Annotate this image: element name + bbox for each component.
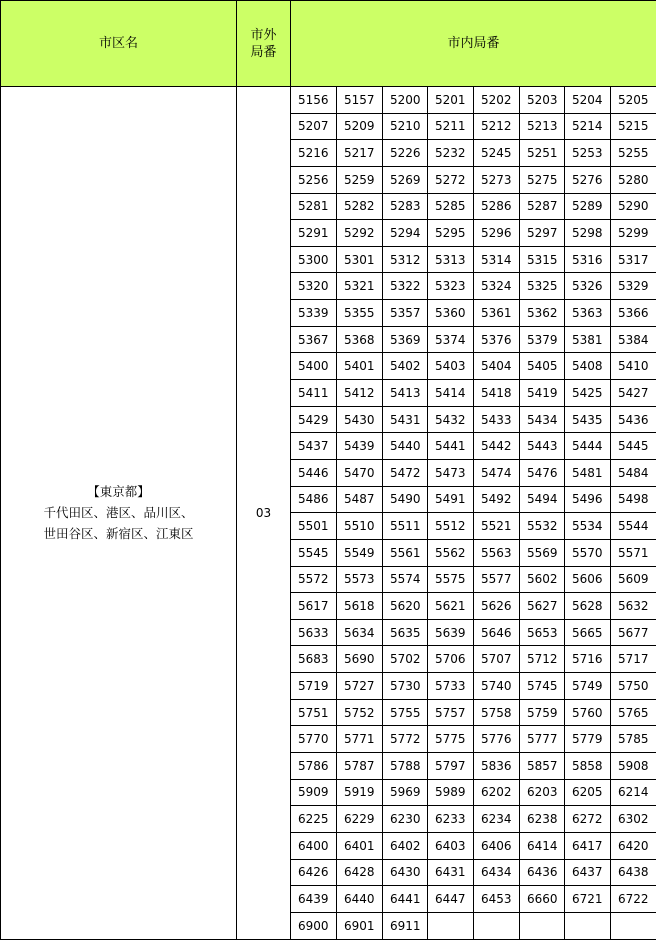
local-code-cell: 5472 — [383, 459, 428, 486]
local-code-cell: 5357 — [383, 300, 428, 327]
local-code-cell: 5203 — [520, 87, 565, 114]
local-code-cell: 5384 — [611, 326, 656, 353]
local-code-cell: 5569 — [520, 539, 565, 566]
local-code-cell: 6430 — [383, 859, 428, 886]
local-code-cell: 5427 — [611, 380, 656, 407]
local-code-cell: 5276 — [565, 166, 611, 193]
local-code-cell: 5632 — [611, 593, 656, 620]
local-code-cell: 5486 — [291, 486, 337, 513]
local-code-cell: 5374 — [428, 326, 474, 353]
local-code-cell: 5434 — [520, 406, 565, 433]
local-code-cell: 5702 — [383, 646, 428, 673]
local-code-cell: 5339 — [291, 300, 337, 327]
local-code-cell: 5759 — [520, 699, 565, 726]
local-code-cell: 5381 — [565, 326, 611, 353]
local-code-cell: 5760 — [565, 699, 611, 726]
local-code-cell: 5919 — [337, 779, 383, 806]
local-code-cell: 5797 — [428, 753, 474, 780]
local-code-cell: 5287 — [520, 193, 565, 220]
local-code-cell: 5490 — [383, 486, 428, 513]
local-code-cell: 5733 — [428, 673, 474, 700]
local-code-cell: 5419 — [520, 380, 565, 407]
local-code-cell: 5410 — [611, 353, 656, 380]
local-code-cell: 5677 — [611, 619, 656, 646]
local-code-cell: 5376 — [474, 326, 520, 353]
local-code-cell: 5282 — [337, 193, 383, 220]
local-code-cell: 5411 — [291, 380, 337, 407]
local-code-cell: 5432 — [428, 406, 474, 433]
local-code-cell: 6440 — [337, 886, 383, 913]
local-code-cell: 5440 — [383, 433, 428, 460]
local-code-cell: 5635 — [383, 619, 428, 646]
local-code-cell: 5366 — [611, 300, 656, 327]
local-code-cell: 5653 — [520, 619, 565, 646]
local-code-cell: 5775 — [428, 726, 474, 753]
local-code-cell: 5765 — [611, 699, 656, 726]
local-code-cell: 5571 — [611, 539, 656, 566]
local-code-cell: 5405 — [520, 353, 565, 380]
local-code-cell: 5534 — [565, 513, 611, 540]
local-code-cell — [474, 912, 520, 939]
local-code-cell — [428, 912, 474, 939]
local-code-cell: 5498 — [611, 486, 656, 513]
local-code-cell: 5785 — [611, 726, 656, 753]
local-code-cell: 5362 — [520, 300, 565, 327]
local-code-cell: 6401 — [337, 832, 383, 859]
local-code-cell: 5317 — [611, 246, 656, 273]
local-code-cell: 5716 — [565, 646, 611, 673]
local-code-cell: 5512 — [428, 513, 474, 540]
local-code-cell: 5214 — [565, 113, 611, 140]
local-code-cell: 5204 — [565, 87, 611, 114]
local-code-cell: 5757 — [428, 699, 474, 726]
local-code-cell: 5324 — [474, 273, 520, 300]
local-code-cell: 5545 — [291, 539, 337, 566]
header-row — [1, 1, 656, 87]
local-code-cell: 6302 — [611, 806, 656, 833]
local-code-cell: 5255 — [611, 140, 656, 167]
local-code-cell: 5205 — [611, 87, 656, 114]
local-code-cell: 5908 — [611, 753, 656, 780]
local-code-cell: 5683 — [291, 646, 337, 673]
local-code-cell: 5496 — [565, 486, 611, 513]
local-code-cell: 5570 — [565, 539, 611, 566]
local-code-cell: 5707 — [474, 646, 520, 673]
local-code-cell: 5573 — [337, 566, 383, 593]
table-body — [1, 87, 656, 940]
local-code-cell: 5574 — [383, 566, 428, 593]
local-code-cell: 5745 — [520, 673, 565, 700]
local-code-cell: 5300 — [291, 246, 337, 273]
city-name-cell — [1, 87, 237, 940]
local-code-cell: 5628 — [565, 593, 611, 620]
local-code-cell: 5367 — [291, 326, 337, 353]
local-code-cell: 5510 — [337, 513, 383, 540]
local-code-cell: 5909 — [291, 779, 337, 806]
local-code-cell: 5752 — [337, 699, 383, 726]
local-code-cell: 6417 — [565, 832, 611, 859]
local-code-cell: 5360 — [428, 300, 474, 327]
local-code-cell: 5712 — [520, 646, 565, 673]
local-code-cell: 5157 — [337, 87, 383, 114]
local-code-cell: 6441 — [383, 886, 428, 913]
local-code-cell: 5217 — [337, 140, 383, 167]
local-code-cell: 5617 — [291, 593, 337, 620]
local-code-cell: 5202 — [474, 87, 520, 114]
local-code-cell: 5281 — [291, 193, 337, 220]
local-code-cell — [520, 912, 565, 939]
local-code-cell: 5633 — [291, 619, 337, 646]
local-code-cell: 5476 — [520, 459, 565, 486]
local-code-cell: 6428 — [337, 859, 383, 886]
local-code-cell: 5561 — [383, 539, 428, 566]
local-code-cell: 5577 — [474, 566, 520, 593]
local-code-cell: 5602 — [520, 566, 565, 593]
local-code-cell: 5322 — [383, 273, 428, 300]
local-codes-header: 市内局番 — [291, 1, 656, 87]
local-code-cell: 6233 — [428, 806, 474, 833]
local-code-cell: 6439 — [291, 886, 337, 913]
local-code-cell: 5298 — [565, 220, 611, 247]
table-row — [1, 87, 656, 114]
local-code-cell: 5621 — [428, 593, 474, 620]
local-code-cell: 6205 — [565, 779, 611, 806]
local-code-cell: 5858 — [565, 753, 611, 780]
local-code-cell: 5296 — [474, 220, 520, 247]
local-code-cell: 5315 — [520, 246, 565, 273]
city-name-line: 【東京都】 — [87, 484, 150, 500]
local-code-cell: 5717 — [611, 646, 656, 673]
local-code-cell: 5363 — [565, 300, 611, 327]
area-code-header — [237, 1, 291, 87]
local-code-cell: 5226 — [383, 140, 428, 167]
local-code-cell: 5969 — [383, 779, 428, 806]
local-code-cell: 5719 — [291, 673, 337, 700]
local-code-cell: 6447 — [428, 886, 474, 913]
local-code-cell: 6436 — [520, 859, 565, 886]
local-code-cell: 5443 — [520, 433, 565, 460]
local-code-cell: 5749 — [565, 673, 611, 700]
local-code-cell: 5609 — [611, 566, 656, 593]
local-code-cell: 5200 — [383, 87, 428, 114]
local-code-cell: 5414 — [428, 380, 474, 407]
local-code-cell: 5294 — [383, 220, 428, 247]
local-code-cell: 5487 — [337, 486, 383, 513]
local-code-cell: 5639 — [428, 619, 474, 646]
local-code-cell: 5989 — [428, 779, 474, 806]
local-code-cell: 5740 — [474, 673, 520, 700]
local-code-cell: 5787 — [337, 753, 383, 780]
local-code-cell: 5441 — [428, 433, 474, 460]
local-code-cell: 5313 — [428, 246, 474, 273]
local-code-cell: 6911 — [383, 912, 428, 939]
local-code-cell: 5207 — [291, 113, 337, 140]
local-code-cell: 5326 — [565, 273, 611, 300]
local-code-cell: 5727 — [337, 673, 383, 700]
local-code-cell: 5275 — [520, 166, 565, 193]
local-code-cell: 5532 — [520, 513, 565, 540]
local-code-cell: 5408 — [565, 353, 611, 380]
area-code-header-line1: 市外 — [250, 27, 277, 43]
local-code-cell: 5286 — [474, 193, 520, 220]
local-code-cell: 5626 — [474, 593, 520, 620]
local-code-cell: 5481 — [565, 459, 611, 486]
local-code-cell: 5301 — [337, 246, 383, 273]
local-code-cell: 5316 — [565, 246, 611, 273]
local-code-cell: 6414 — [520, 832, 565, 859]
local-code-cell: 5618 — [337, 593, 383, 620]
local-code-cell: 6225 — [291, 806, 337, 833]
local-code-cell: 5771 — [337, 726, 383, 753]
local-code-cell: 6901 — [337, 912, 383, 939]
local-code-cell: 5511 — [383, 513, 428, 540]
local-code-cell: 5425 — [565, 380, 611, 407]
local-code-cell: 6230 — [383, 806, 428, 833]
local-code-cell: 5474 — [474, 459, 520, 486]
local-code-cell: 6272 — [565, 806, 611, 833]
local-code-cell: 6900 — [291, 912, 337, 939]
local-code-cell: 6203 — [520, 779, 565, 806]
local-code-cell: 5215 — [611, 113, 656, 140]
local-code-cell: 5430 — [337, 406, 383, 433]
local-code-cell: 5575 — [428, 566, 474, 593]
local-code-cell: 6434 — [474, 859, 520, 886]
local-code-cell: 5779 — [565, 726, 611, 753]
local-code-cell: 5280 — [611, 166, 656, 193]
local-code-cell: 6400 — [291, 832, 337, 859]
local-code-cell: 5210 — [383, 113, 428, 140]
local-code-cell: 5706 — [428, 646, 474, 673]
local-code-cell: 5492 — [474, 486, 520, 513]
local-code-cell: 5634 — [337, 619, 383, 646]
local-code-cell: 5269 — [383, 166, 428, 193]
local-code-cell: 5544 — [611, 513, 656, 540]
local-code-cell: 5491 — [428, 486, 474, 513]
local-code-cell: 5245 — [474, 140, 520, 167]
local-code-cell: 6229 — [337, 806, 383, 833]
local-code-cell: 6431 — [428, 859, 474, 886]
local-code-cell: 5562 — [428, 539, 474, 566]
local-code-cell: 6234 — [474, 806, 520, 833]
local-code-cell: 5211 — [428, 113, 474, 140]
local-code-cell: 5484 — [611, 459, 656, 486]
local-code-cell: 5470 — [337, 459, 383, 486]
local-code-cell: 5563 — [474, 539, 520, 566]
local-code-cell: 5755 — [383, 699, 428, 726]
local-code-cell: 5788 — [383, 753, 428, 780]
local-code-cell: 5606 — [565, 566, 611, 593]
local-code-cell: 5646 — [474, 619, 520, 646]
local-code-cell: 5232 — [428, 140, 474, 167]
local-code-cell: 5329 — [611, 273, 656, 300]
local-code-cell: 5403 — [428, 353, 474, 380]
area-code-cell: 03 — [237, 87, 291, 940]
local-code-cell — [565, 912, 611, 939]
local-code-cell: 5857 — [520, 753, 565, 780]
local-code-cell: 5750 — [611, 673, 656, 700]
local-code-cell: 5201 — [428, 87, 474, 114]
local-code-cell: 5314 — [474, 246, 520, 273]
local-code-cell: 5770 — [291, 726, 337, 753]
local-code-cell: 5836 — [474, 753, 520, 780]
local-code-cell: 6660 — [520, 886, 565, 913]
local-code-cell: 5413 — [383, 380, 428, 407]
local-code-cell: 5312 — [383, 246, 428, 273]
local-code-cell: 6420 — [611, 832, 656, 859]
local-code-cell: 5433 — [474, 406, 520, 433]
local-code-cell: 6238 — [520, 806, 565, 833]
local-code-cell: 5272 — [428, 166, 474, 193]
local-code-cell: 5256 — [291, 166, 337, 193]
local-code-cell: 5445 — [611, 433, 656, 460]
local-code-cell: 5444 — [565, 433, 611, 460]
local-code-cell: 5213 — [520, 113, 565, 140]
local-code-cell: 5295 — [428, 220, 474, 247]
local-code-cell: 5494 — [520, 486, 565, 513]
local-code-cell: 5758 — [474, 699, 520, 726]
local-code-cell: 5290 — [611, 193, 656, 220]
local-code-cell: 5412 — [337, 380, 383, 407]
local-code-cell: 5521 — [474, 513, 520, 540]
local-code-cell: 5253 — [565, 140, 611, 167]
local-code-cell: 5549 — [337, 539, 383, 566]
local-code-cell: 5442 — [474, 433, 520, 460]
local-code-cell: 6438 — [611, 859, 656, 886]
local-code-cell: 5418 — [474, 380, 520, 407]
local-code-cell: 6426 — [291, 859, 337, 886]
local-code-cell: 5690 — [337, 646, 383, 673]
local-code-cell: 5751 — [291, 699, 337, 726]
local-code-cell: 5156 — [291, 87, 337, 114]
local-code-cell: 5320 — [291, 273, 337, 300]
local-code-cell: 5368 — [337, 326, 383, 353]
local-code-cell: 5273 — [474, 166, 520, 193]
local-code-cell: 6721 — [565, 886, 611, 913]
local-code-cell: 5776 — [474, 726, 520, 753]
local-code-cell: 5355 — [337, 300, 383, 327]
local-code-cell: 5429 — [291, 406, 337, 433]
local-code-cell: 6403 — [428, 832, 474, 859]
local-code-cell — [611, 912, 656, 939]
local-code-cell: 5501 — [291, 513, 337, 540]
local-code-cell: 5291 — [291, 220, 337, 247]
local-code-cell: 5431 — [383, 406, 428, 433]
local-code-cell: 5620 — [383, 593, 428, 620]
local-code-cell: 6437 — [565, 859, 611, 886]
local-code-cell: 5401 — [337, 353, 383, 380]
local-code-cell: 6722 — [611, 886, 656, 913]
local-code-cell: 5473 — [428, 459, 474, 486]
local-code-cell: 5446 — [291, 459, 337, 486]
local-code-cell: 5292 — [337, 220, 383, 247]
local-code-cell: 5730 — [383, 673, 428, 700]
city-name-line: 千代田区、港区、品川区、 — [43, 505, 194, 521]
local-code-cell: 5402 — [383, 353, 428, 380]
local-code-cell: 6402 — [383, 832, 428, 859]
local-code-cell: 5361 — [474, 300, 520, 327]
local-code-cell: 5285 — [428, 193, 474, 220]
local-code-cell: 5436 — [611, 406, 656, 433]
local-code-cell: 5772 — [383, 726, 428, 753]
local-code-cell: 5283 — [383, 193, 428, 220]
local-code-cell: 5209 — [337, 113, 383, 140]
local-code-cell: 5439 — [337, 433, 383, 460]
local-code-cell: 5297 — [520, 220, 565, 247]
local-code-cell: 6453 — [474, 886, 520, 913]
local-code-cell: 5665 — [565, 619, 611, 646]
area-code-header-line2: 局番 — [250, 44, 277, 60]
local-code-cell: 5379 — [520, 326, 565, 353]
local-code-cell: 5627 — [520, 593, 565, 620]
local-code-cell: 5289 — [565, 193, 611, 220]
local-code-cell: 6202 — [474, 779, 520, 806]
local-code-cell: 5437 — [291, 433, 337, 460]
local-code-cell: 5325 — [520, 273, 565, 300]
local-code-cell: 5251 — [520, 140, 565, 167]
local-code-cell: 6214 — [611, 779, 656, 806]
local-code-cell: 5212 — [474, 113, 520, 140]
local-code-cell: 5786 — [291, 753, 337, 780]
local-code-cell: 5259 — [337, 166, 383, 193]
local-code-cell: 5777 — [520, 726, 565, 753]
local-code-cell: 5323 — [428, 273, 474, 300]
local-code-cell: 5299 — [611, 220, 656, 247]
local-code-cell: 5369 — [383, 326, 428, 353]
local-code-cell: 5321 — [337, 273, 383, 300]
local-code-cell: 5404 — [474, 353, 520, 380]
local-code-cell: 5572 — [291, 566, 337, 593]
city-name-line: 世田谷区、新宿区、江東区 — [43, 526, 194, 542]
city-name-header: 市区名 — [1, 1, 237, 87]
local-code-cell: 5400 — [291, 353, 337, 380]
local-code-cell: 6406 — [474, 832, 520, 859]
local-code-cell: 5435 — [565, 406, 611, 433]
local-code-cell: 5216 — [291, 140, 337, 167]
